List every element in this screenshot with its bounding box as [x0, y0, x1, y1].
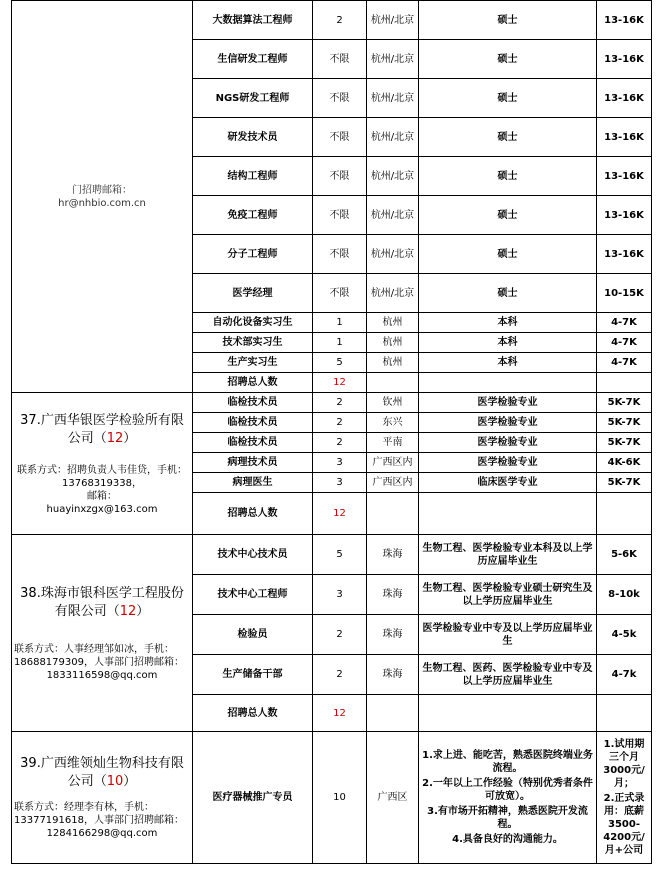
company-contact: 联系方式：招聘负责人韦佳贷，手机：13768319338，: [17, 464, 187, 489]
location-cell: 平南: [367, 433, 419, 453]
empty-cell: [597, 373, 652, 393]
position-cell: 技术中心工程师: [193, 575, 313, 615]
location-cell: 珠海: [367, 655, 419, 695]
total-count-cell: 12: [313, 373, 367, 393]
empty-cell: [419, 373, 597, 393]
count-cell: 2: [313, 615, 367, 655]
company-contact: 联系方式：人事经理邹如冰，手机：18688179309，人事部门招聘邮箱：: [14, 643, 184, 668]
location-cell: 杭州/北京: [367, 157, 419, 196]
location-cell: 广西区内: [367, 473, 419, 493]
position-cell: NGS研发工程师: [193, 79, 313, 118]
location-cell: 珠海: [367, 575, 419, 615]
count-cell: 不限: [313, 235, 367, 274]
requirement-cell: 硕士: [419, 118, 597, 157]
salary-cell: 4-7K: [597, 313, 652, 333]
count-cell: 5: [313, 353, 367, 373]
salary-cell: 5K-7K: [597, 433, 652, 453]
total-label-cell: 招聘总人数: [193, 493, 313, 535]
location-cell: 杭州/北京: [367, 118, 419, 157]
location-cell: 杭州: [367, 313, 419, 333]
position-cell: 技术部实习生: [193, 333, 313, 353]
position-cell: 大数据算法工程师: [193, 1, 313, 40]
company-info-cell: [12, 535, 193, 732]
count-cell: 不限: [313, 157, 367, 196]
location-cell: 杭州: [367, 333, 419, 353]
requirement-cell: 本科: [419, 353, 597, 373]
count-cell: 2: [313, 393, 367, 413]
requirement-cell: 硕士: [419, 1, 597, 40]
count-cell: 1: [313, 333, 367, 353]
total-label-cell: 招聘总人数: [193, 695, 313, 732]
location-cell: 广西区: [367, 732, 419, 864]
requirement-cell: 医学检验专业: [419, 393, 597, 413]
empty-cell: [419, 695, 597, 732]
salary-cell: 13-16K: [597, 235, 652, 274]
requirement-cell: 硕士: [419, 235, 597, 274]
position-cell: 自动化设备实习生: [193, 313, 313, 333]
salary-cell: 13-16K: [597, 79, 652, 118]
location-cell: 杭州/北京: [367, 40, 419, 79]
salary-cell: 4K-6K: [597, 453, 652, 473]
requirement-cell: 硕士: [419, 196, 597, 235]
position-cell: 病理技术员: [193, 453, 313, 473]
requirement-item: 4.具备良好的沟通能力。: [452, 834, 563, 845]
salary-cell: 5K-7K: [597, 473, 652, 493]
position-cell: 临检技术员: [193, 413, 313, 433]
company-email[interactable]: hr@nhbio.com.cn: [58, 197, 146, 209]
mail-label: 邮箱：: [87, 490, 117, 502]
salary-cell: 4-7K: [597, 333, 652, 353]
salary-cell: 4-7K: [597, 353, 652, 373]
salary-cell: 13-16K: [597, 40, 652, 79]
position-cell: 临检技术员: [193, 393, 313, 413]
requirement-cell: 硕士: [419, 40, 597, 79]
requirement-cell: 医学检验专业中专及以上学历应届毕业生: [419, 615, 597, 655]
requirement-cell: [419, 732, 597, 864]
position-cell: 医疗器械推广专员: [193, 732, 313, 864]
salary-cell: 5K-7K: [597, 413, 652, 433]
count-cell: 不限: [313, 274, 367, 313]
salary-cell: 4-7k: [597, 655, 652, 695]
requirement-cell: 硕士: [419, 274, 597, 313]
count-cell: 不限: [313, 118, 367, 157]
position-cell: 医学经理: [193, 274, 313, 313]
count-cell: 3: [313, 453, 367, 473]
count-cell: 2: [313, 433, 367, 453]
location-cell: 珠海: [367, 535, 419, 575]
email-prefix: 门招聘邮箱：: [72, 184, 132, 196]
requirement-item: 3.有市场开拓精神，熟悉医院开发流程。: [427, 806, 588, 830]
empty-cell: [367, 373, 419, 393]
company-email[interactable]: 1833116598@qq.com: [46, 669, 158, 681]
salary-cell: 4-5k: [597, 615, 652, 655]
total-count-cell: 12: [313, 493, 367, 535]
empty-cell: [419, 493, 597, 535]
salary-cell: 13-16K: [597, 157, 652, 196]
location-cell: 杭州/北京: [367, 274, 419, 313]
salary-cell: [597, 732, 652, 864]
requirement-cell: 硕士: [419, 157, 597, 196]
empty-cell: [367, 695, 419, 732]
salary-cell: 5K-7K: [597, 393, 652, 413]
count-cell: 10: [313, 732, 367, 864]
requirement-cell: 医学检验专业: [419, 413, 597, 433]
company-email[interactable]: 1284166298@qq.com: [46, 828, 158, 839]
company-contact: 联系方式：经理李有林，手机：13377191618，人事部门招聘邮箱：: [14, 802, 184, 826]
requirement-cell: 本科: [419, 333, 597, 353]
count-cell: 不限: [313, 79, 367, 118]
position-cell: 生产实习生: [193, 353, 313, 373]
location-cell: 杭州/北京: [367, 235, 419, 274]
company-name: 38.珠海市银科医学工程股份有限公司（12）: [20, 585, 184, 619]
position-cell: 技术中心技术员: [193, 535, 313, 575]
requirement-cell: 硕士: [419, 79, 597, 118]
total-label-cell: 招聘总人数: [193, 373, 313, 393]
location-cell: 杭州/北京: [367, 79, 419, 118]
salary-cell: 13-16K: [597, 118, 652, 157]
count-cell: 3: [313, 575, 367, 615]
position-cell: 病理医生: [193, 473, 313, 493]
empty-cell: [597, 695, 652, 732]
salary-cell: 10-15K: [597, 274, 652, 313]
total-count-cell: 12: [313, 695, 367, 732]
company-info-cell: [12, 393, 193, 535]
location-cell: 杭州: [367, 353, 419, 373]
position-cell: 临检技术员: [193, 433, 313, 453]
requirement-item: 2.一年以上工作经验（特别优秀者条件可放宽）。: [422, 778, 593, 802]
requirement-cell: 生物工程、医药、医学检验专业中专及以上学历应届毕业生: [419, 655, 597, 695]
requirement-cell: 医学检验专业: [419, 433, 597, 453]
requirement-item: 1.求上进、能吃苦，熟悉医院终端业务流程。: [422, 750, 593, 774]
company-email[interactable]: huayinxzgx@163.com: [46, 503, 158, 515]
recruitment-table: [11, 0, 652, 864]
count-cell: 不限: [313, 40, 367, 79]
location-cell: 钦州: [367, 393, 419, 413]
position-cell: 分子工程师: [193, 235, 313, 274]
count-cell: 不限: [313, 196, 367, 235]
salary-cell: 8-10k: [597, 575, 652, 615]
position-cell: 研发技术员: [193, 118, 313, 157]
position-cell: 生信研发工程师: [193, 40, 313, 79]
salary-cell: 13-16K: [597, 1, 652, 40]
position-cell: 生产储备干部: [193, 655, 313, 695]
company-info-cell: [12, 732, 193, 864]
count-cell: 2: [313, 413, 367, 433]
count-cell: 2: [313, 655, 367, 695]
company-info-cell: [12, 1, 193, 393]
location-cell: 东兴: [367, 413, 419, 433]
requirement-cell: 本科: [419, 313, 597, 333]
requirement-cell: 生物工程、医学检验专业本科及以上学历应届毕业生: [419, 535, 597, 575]
requirement-cell: 临床医学专业: [419, 473, 597, 493]
salary-line: 1.试用期三个月3000元/月；: [603, 739, 645, 789]
count-cell: 2: [313, 1, 367, 40]
location-cell: 广西区内: [367, 453, 419, 473]
company-name: 39.广西维领灿生物科技有限公司（10）: [20, 756, 184, 789]
location-cell: 杭州/北京: [367, 196, 419, 235]
salary-line: 2.正式录用：底薪3500-4200元/月+公司: [603, 793, 645, 856]
requirement-cell: 医学检验专业: [419, 453, 597, 473]
empty-cell: [367, 493, 419, 535]
count-cell: 3: [313, 473, 367, 493]
company-name: 37.广西华银医学检验所有限公司（12）: [20, 412, 184, 446]
location-cell: 珠海: [367, 615, 419, 655]
count-cell: 5: [313, 535, 367, 575]
salary-cell: 13-16K: [597, 196, 652, 235]
position-cell: 结构工程师: [193, 157, 313, 196]
count-cell: 1: [313, 313, 367, 333]
salary-cell: 5-6K: [597, 535, 652, 575]
position-cell: 免疫工程师: [193, 196, 313, 235]
position-cell: 检验员: [193, 615, 313, 655]
empty-cell: [597, 493, 652, 535]
location-cell: 杭州/北京: [367, 1, 419, 40]
requirement-cell: 生物工程、医学检验专业硕士研究生及以上学历应届毕业生: [419, 575, 597, 615]
